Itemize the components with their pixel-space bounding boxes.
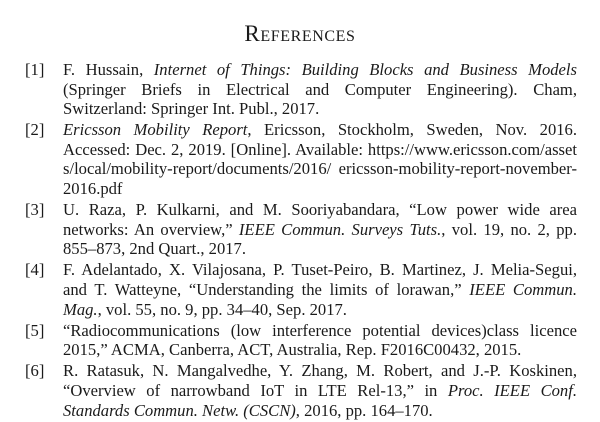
- reference-details: , vol. 19, no. 2, pp. 855–873, 2nd Quart., 2017.: [63, 219, 577, 259]
- reference-number: [5]: [25, 320, 45, 340]
- reference-item-4: [25, 260, 577, 319]
- reference-details: , 2016, pp. 164–170.: [295, 400, 433, 420]
- reference-authors-title: U. Raza, P. Kulkarni, and M. Sooriyabandara, “Low power wide area networks: An overview,”: [63, 200, 577, 239]
- reference-report-title: Ericsson Mobility Report: [63, 120, 248, 140]
- reference-book-title: Internet of Things: Building Blocks and Business Models: [153, 60, 577, 79]
- reference-url[interactable]: https://www.ericsson.com/assets/local/mobility-report/documents/2016/ ericsson-mobility-report-november-2016.pdf: [63, 139, 577, 199]
- reference-proceedings: Proc. IEEE Conf. Standards Commun. Netw. (CSCN): [63, 381, 577, 420]
- reference-item-6: [25, 361, 577, 420]
- reference-item-3: [25, 200, 577, 259]
- reference-number: [1]: [25, 60, 45, 79]
- reference-number: [2]: [25, 120, 45, 140]
- reference-details: (Springer Briefs in Electrical and Computer Engineering). Cham, Switzerland: Springer Int. Publ., 2017.: [63, 79, 577, 119]
- reference-journal: IEEE Commun. Mag.: [63, 280, 577, 319]
- reference-item-2: [25, 120, 577, 198]
- reference-authors-title: F. Adelantado, X. Vilajosana, P. Tuset-Peiro, B. Martinez, J. Melia-Segui, and T. Watteyne, “Understanding the limits of lorawan,”: [63, 260, 577, 300]
- reference-item-1: [25, 60, 577, 119]
- reference-authors-title: R. Ratasuk, N. Mangalvedhe, Y. Zhang, M. Robert, and J.-P. Koskinen, “Overview of narrowband IoT in LTE Rel-13,” in: [63, 361, 577, 400]
- reference-details: , vol. 55, no. 9, pp. 34–40, Sep. 2017.: [97, 299, 347, 319]
- reference-journal: IEEE Commun. Surveys Tuts.: [238, 219, 442, 239]
- reference-item-5: [25, 321, 577, 360]
- reference-authors: F. Hussain,: [63, 60, 154, 79]
- reference-number: [3]: [25, 200, 45, 220]
- reference-number: [6]: [25, 361, 45, 381]
- reference-details: , Ericsson, Stockholm, Sweden, Nov. 2016. Accessed: Dec. 2, 2019. [Online]. Available:: [63, 120, 577, 159]
- reference-list: [25, 60, 577, 422]
- reference-number: [4]: [25, 260, 45, 280]
- reference-details: “Radiocommunications (low interference potential devices)class licence 2015,” ACMA, Canberra, ACT, Australia, Rep. F2016C00432, 2015.: [63, 320, 577, 360]
- references-heading: References: [244, 21, 356, 46]
